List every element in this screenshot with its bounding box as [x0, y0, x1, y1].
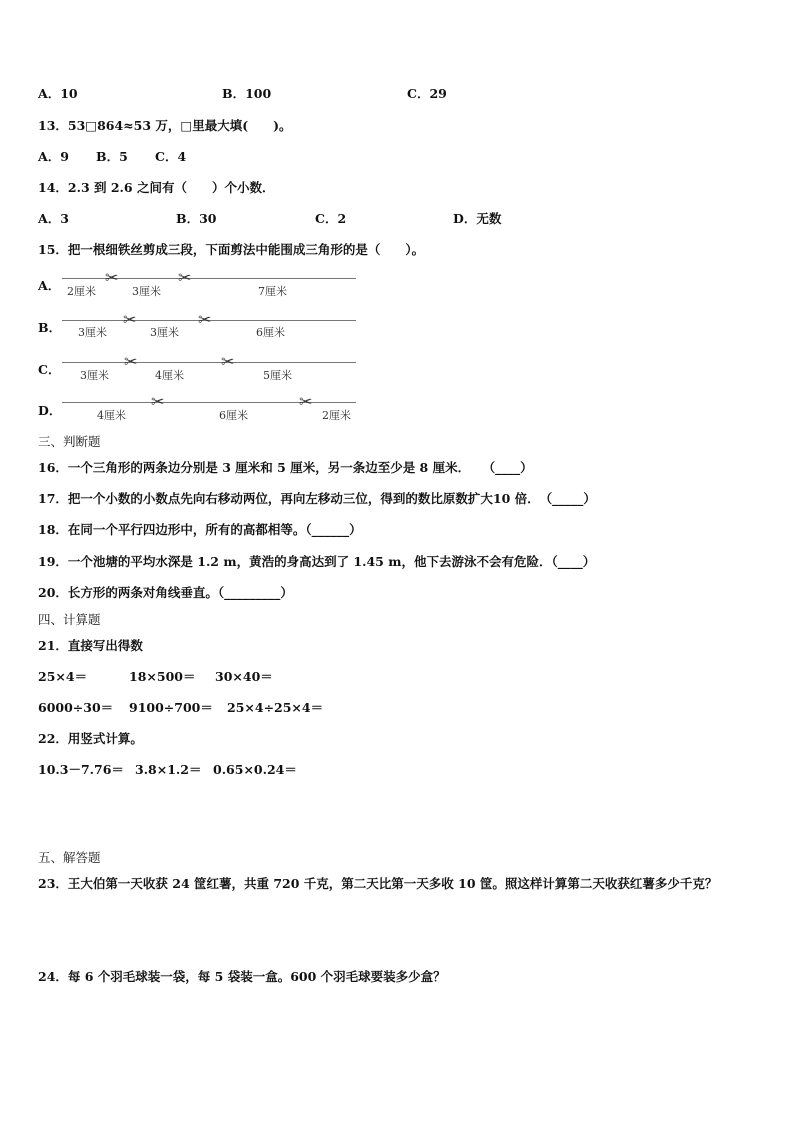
q13-stem: 13．53□864≈53 万，□里最大填( )。 [38, 118, 292, 133]
scissors-icon: ✂ [105, 268, 119, 287]
scissors-icon: ✂ [178, 268, 192, 287]
q15-stem: 15．把一根细铁丝剪成三段，下面剪法中能围成三角形的是（ ）。 [38, 242, 425, 257]
q12-option-b: B．100 [222, 86, 272, 101]
q21-item: 18×500＝ [129, 669, 196, 684]
q21-item: 25×4＝ [38, 669, 88, 684]
q15-b-segment-3: 6厘米 [256, 326, 285, 339]
q15-option-c-label: C． [38, 362, 61, 377]
q17: 17．把一个小数的小数点先向右移动两位，再向左移动三位，得到的数比原数扩大10 倍． （_____） [38, 491, 596, 506]
q21-item: 30×40＝ [215, 669, 273, 684]
section-5-title: 五、解答题 [38, 850, 101, 865]
q22-item: 10.3－7.76＝ [38, 762, 124, 777]
q15-b-segment-1: 3厘米 [78, 326, 107, 339]
scissors-icon: ✂ [123, 310, 137, 329]
q15-b-segment-2: 3厘米 [150, 326, 179, 339]
q14-stem: 14．2.3 到 2.6 之间有（ ）个小数． [38, 180, 275, 195]
q15-option-b-label: B． [38, 320, 62, 335]
scissors-icon: ✂ [198, 310, 212, 329]
q15-d-segment-1: 4厘米 [97, 409, 126, 422]
section-3-title: 三、判断题 [38, 434, 101, 449]
q14-option-a: A．3 [38, 211, 69, 226]
scissors-icon: ✂ [221, 352, 235, 371]
q18: 18．在同一个平行四边形中，所有的高都相等。（______） [38, 522, 362, 537]
q19: 19．一个池塘的平均水深是 1.2 m，黄浩的身高达到了 1.45 m，他下去游泳不会有危险．（____） [38, 554, 596, 569]
scissors-icon: ✂ [124, 352, 138, 371]
q21-item: 25×4÷25×4＝ [227, 700, 324, 715]
q15-d-segment-3: 2厘米 [322, 409, 351, 422]
q15-a-segment-2: 3厘米 [132, 285, 161, 298]
q20: 20．长方形的两条对角线垂直。（_________） [38, 585, 293, 600]
q12-option-c: C．29 [407, 86, 447, 101]
q13-option-a: A．9 [38, 149, 69, 164]
q21-title: 21．直接写出得数 [38, 638, 143, 653]
q13-option-c: C．4 [155, 149, 187, 164]
q15-option-a-label: A． [38, 278, 61, 293]
q14-option-b: B．30 [176, 211, 217, 226]
q22-title: 22．用竖式计算。 [38, 731, 143, 746]
q15-a-segment-3: 7厘米 [258, 285, 287, 298]
q22-item: 3.8×1.2＝ [135, 762, 202, 777]
q21-item: 9100÷700＝ [129, 700, 213, 715]
scissors-icon: ✂ [151, 392, 165, 411]
q22-item: 0.65×0.24＝ [213, 762, 297, 777]
section-4-title: 四、计算题 [38, 612, 101, 627]
q13-option-b: B．5 [96, 149, 128, 164]
q15-option-d-label: D． [38, 403, 62, 418]
q24: 24．每 6 个羽毛球装一袋，每 5 袋装一盒。600 个羽毛球要装多少盒？ [38, 969, 446, 984]
q15-option-c-wire [62, 362, 356, 363]
q15-c-segment-2: 4厘米 [155, 369, 184, 382]
q14-option-c: C．2 [315, 211, 347, 226]
q14-option-d: D．无数 [453, 211, 502, 226]
q15-c-segment-3: 5厘米 [263, 369, 292, 382]
q15-a-segment-1: 2厘米 [67, 285, 96, 298]
q16: 16．一个三角形的两条边分别是 3 厘米和 5 厘米，另一条边至少是 8 厘米． （____） [38, 460, 533, 475]
q15-c-segment-1: 3厘米 [80, 369, 109, 382]
q15-d-segment-2: 6厘米 [219, 409, 248, 422]
q12-option-a: A．10 [38, 86, 78, 101]
q23: 23．王大伯第一天收获 24 筐红薯，共重 720 千克，第二天比第一天多收 10 筐。照这样计算第二天收获红薯多少千克？ [38, 876, 718, 891]
scissors-icon: ✂ [299, 392, 313, 411]
q21-item: 6000÷30＝ [38, 700, 114, 715]
